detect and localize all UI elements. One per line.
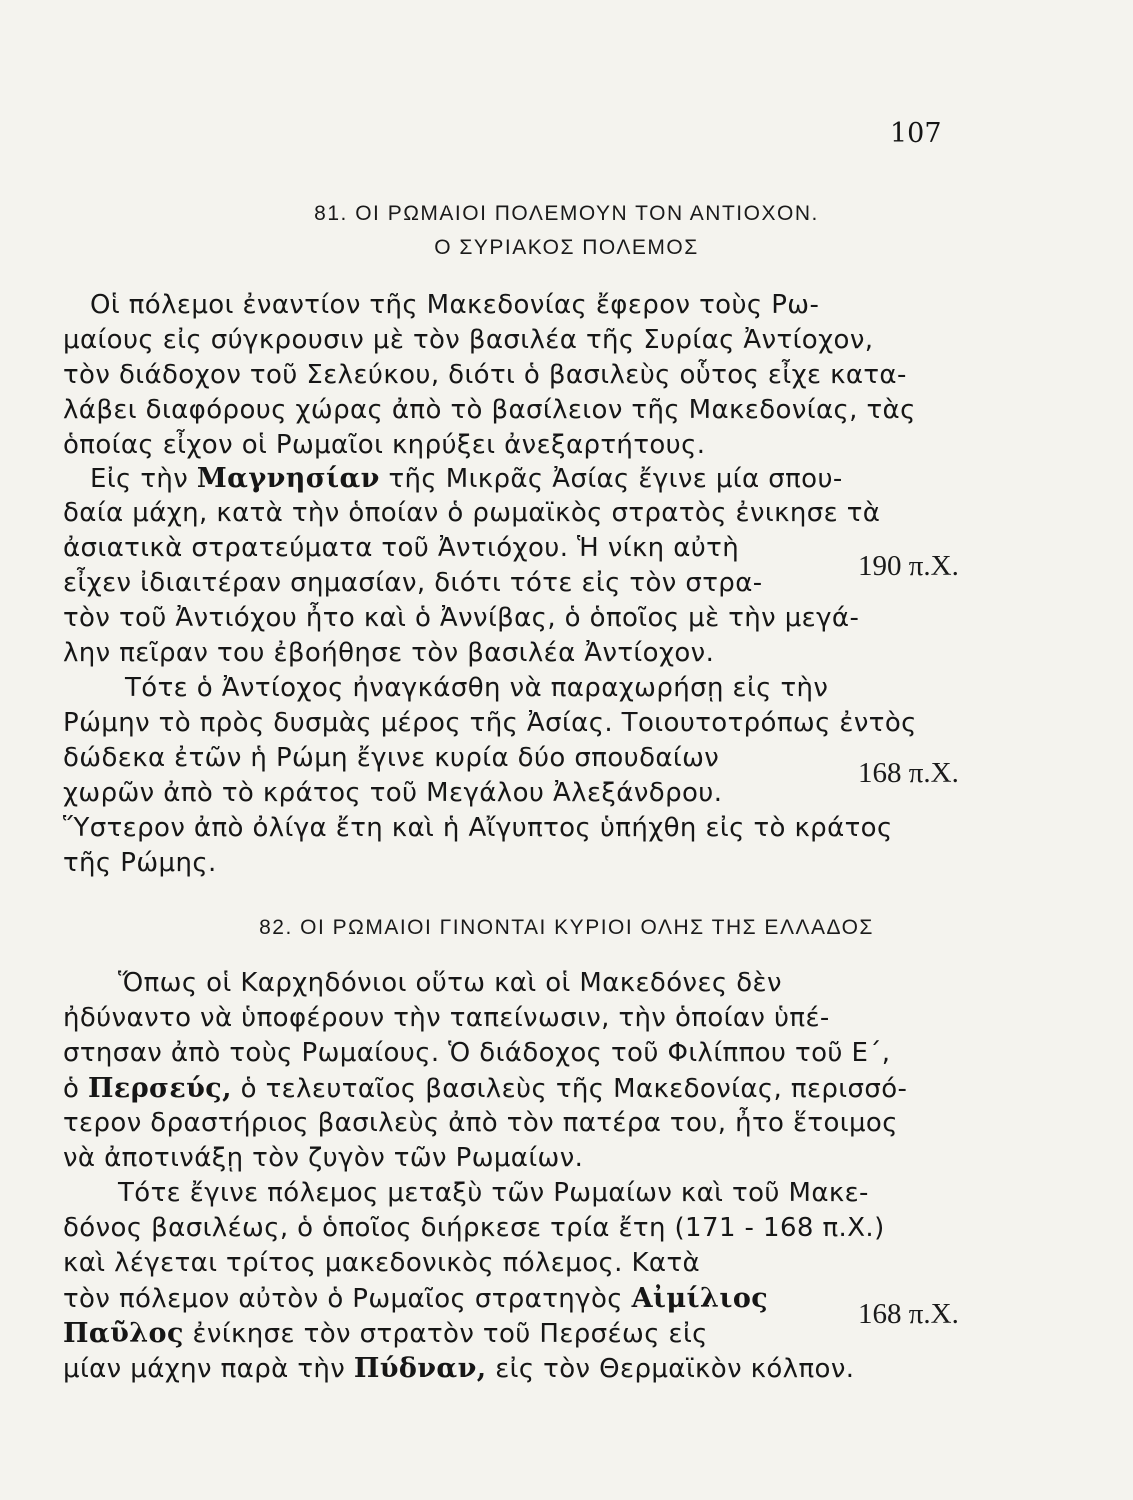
paragraph-line: τὸν τοῦ Ἀντιόχου ἦτο καὶ ὁ Ἀννίβας, ὁ ὁποῖος μὲ τὴν μεγά- — [63, 603, 860, 633]
paragraph-line — [63, 1353, 854, 1384]
paragraph-line: δόνος βασιλέως, ὁ ὁποῖος διήρκεσε τρία ἔτη (171 - 168 π.Χ.) — [63, 1213, 885, 1243]
person-name-perseus: Περσεύς, — [87, 1073, 232, 1104]
place-name-magnesia: Μαγνησίαν — [196, 463, 380, 494]
paragraph-line: μαίους εἰς σύγκρουσιν μὲ τὸν βασιλέα τῆς Συρίας Ἀντίοχον, — [63, 325, 874, 355]
paragraph-line: τῆς Ρώμης. — [63, 848, 217, 878]
text-segment: τῆς Μικρᾶς Ἀσίας ἔγινε μία σπου- — [379, 464, 843, 494]
text-segment: μίαν μάχην παρὰ τὴν — [63, 1354, 354, 1384]
paragraph-line — [63, 1318, 708, 1349]
paragraph-line: ἠδύναντο νὰ ὑποφέρουν τὴν ταπείνωσιν, τὴν ὁποίαν ὑπέ- — [63, 1003, 830, 1033]
paragraph-line: τὸν διάδοχον τοῦ Σελεύκου, διότι ὁ βασιλεὺς οὗτος εἶχε κατα- — [63, 360, 907, 390]
section-81-subtitle: Ο ΣΥΡΙΑΚΟΣ ΠΟΛΕΜΟΣ — [434, 236, 699, 259]
paragraph-line: τερον δραστήριος βασιλεὺς ἀπὸ τὸν πατέρα του, ἦτο ἕτοιμος — [63, 1108, 898, 1138]
paragraph-line — [90, 463, 843, 494]
paragraph-line — [63, 1283, 768, 1314]
paragraph-line: στησαν ἀπὸ τοὺς Ρωμαίους. Ὁ διάδοχος τοῦ Φιλίππου τοῦ Ε΄, — [63, 1038, 891, 1068]
paragraph-line: λην πεῖραν του ἐβοήθησε τὸν βασιλέα Ἀντίοχον. — [63, 638, 715, 668]
margin-date: 168 π.Χ. — [858, 1298, 959, 1330]
paragraph-line: καὶ λέγεται τρίτος μακεδονικὸς πόλεμος. Κατὰ — [63, 1248, 701, 1278]
paragraph-line: λάβει διαφόρους χώρας ἀπὸ τὸ βασίλειον τῆς Μακεδονίας, τὰς — [63, 395, 916, 425]
paragraph-line: χωρῶν ἀπὸ τὸ κράτος τοῦ Μεγάλου Ἀλεξάνδρου. — [63, 778, 723, 808]
section-82-title: 82. ΟΙ ΡΩΜΑΙΟΙ ΓΙΝΟΝΤΑΙ ΚΥΡΙΟΙ ΟΛΗΣ ΤΗΣ ΕΛΛΑΔΟΣ — [259, 916, 874, 939]
paragraph-line: δώδεκα ἐτῶν ἡ Ρώμη ἔγινε κυρία δύο σπουδαίων — [63, 743, 720, 773]
section-81-title: 81. ΟΙ ΡΩΜΑΙΟΙ ΠΟΛΕΜΟΥΝ ΤΟΝ ΑΝΤΙΟΧΟΝ. — [314, 202, 819, 225]
paragraph-line: Τότε ἔγινε πόλεμος μεταξὺ τῶν Ρωμαίων καὶ τοῦ Μακε- — [118, 1178, 869, 1208]
text-segment: Εἰς τὴν — [90, 464, 197, 494]
margin-date: 168 π.Χ. — [858, 757, 959, 789]
text-segment: τὸν πόλεμον αὐτὸν ὁ Ρωμαῖος στρατηγὸς — [63, 1284, 632, 1314]
paragraph-line: Οἱ πόλεμοι ἐναντίον τῆς Μακεδονίας ἔφερον τοὺς Ρω- — [90, 290, 820, 320]
margin-date: 190 π.Χ. — [858, 550, 959, 582]
text-segment: ἐνίκησε τὸν στρατὸν τοῦ Περσέως εἰς — [183, 1319, 708, 1349]
paragraph-line: ὁποίας εἶχον οἱ Ρωμαῖοι κηρύξει ἀνεξαρτήτους. — [63, 430, 706, 460]
place-name-pydna: Πύδναν, — [353, 1353, 487, 1384]
paragraph-line: ἀσιατικὰ στρατεύματα τοῦ Ἀντιόχου. Ἡ νίκη αὐτὴ — [63, 533, 740, 563]
paragraph-line: Ρώμην τὸ πρὸς δυσμὰς μέρος τῆς Ἀσίας. Τοιουτοτρόπως ἐντὸς — [63, 708, 917, 738]
paragraph-line: εἶχεν ἰδιαιτέραν σημασίαν, διότι τότε εἰς τὸν στρα- — [63, 568, 763, 598]
paragraph-line: Ὕστερον ἀπὸ ὀλίγα ἔτη καὶ ἡ Αἴγυπτος ὑπήχθη εἰς τὸ κράτος — [63, 813, 893, 843]
person-name-paulus: Παῦλος — [63, 1318, 184, 1349]
paragraph-line: νὰ ἀποτινάξῃ τὸν ζυγὸν τῶν Ρωμαίων. — [63, 1143, 584, 1173]
paragraph-line: Ὅπως οἱ Καρχηδόνιοι οὕτω καὶ οἱ Μακεδόνες δὲν — [118, 968, 782, 998]
text-segment: εἰς τὸν Θερμαϊκὸν κόλπον. — [486, 1354, 855, 1384]
text-segment: ὁ — [63, 1074, 88, 1104]
text-segment: ὁ τελευταῖος βασιλεὺς τῆς Μακεδονίας, περισσό- — [231, 1074, 908, 1104]
page-number: 107 — [890, 118, 942, 149]
person-name-aemilius: Αἰμίλιος — [631, 1283, 769, 1314]
paragraph-line — [63, 1073, 907, 1104]
paragraph-line: Τότε ὁ Ἀντίοχος ἠναγκάσθη νὰ παραχωρήσῃ εἰς τὴν — [125, 673, 829, 703]
paragraph-line: δαία μάχη, κατὰ τὴν ὁποίαν ὁ ρωμαϊκὸς στρατὸς ἐνικησε τὰ — [63, 498, 881, 528]
